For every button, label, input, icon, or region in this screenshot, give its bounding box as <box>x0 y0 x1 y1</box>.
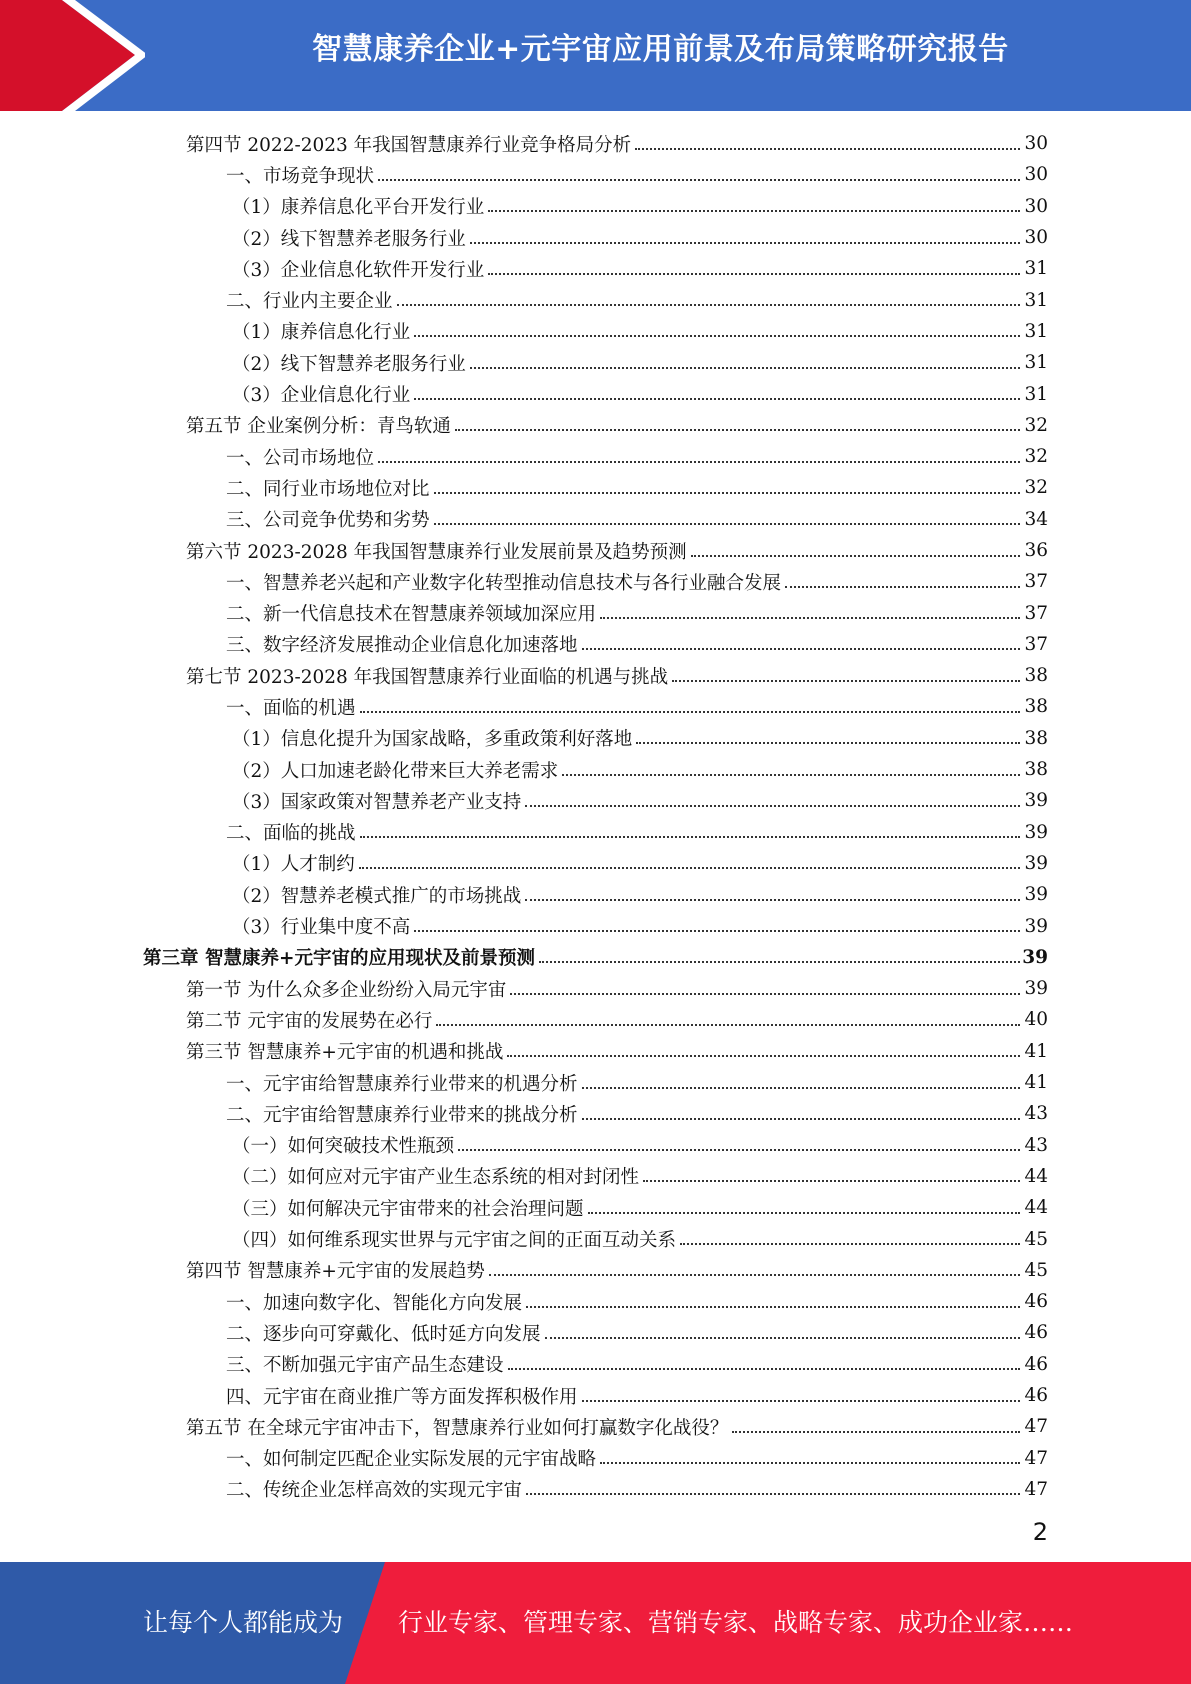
toc-entry-page: 30 <box>1024 195 1048 217</box>
page-number: 2 <box>1032 1518 1048 1546</box>
toc-entry-page: 31 <box>1024 320 1048 342</box>
toc-entry-page: 38 <box>1024 759 1048 781</box>
toc-entry[interactable] <box>0 1098 1191 1129</box>
toc-entry-page: 46 <box>1024 1322 1048 1344</box>
toc-entry[interactable] <box>0 1349 1191 1380</box>
toc-dot-leader <box>680 1243 1020 1245</box>
toc-entry-page: 30 <box>1024 164 1048 186</box>
toc-entry-title: 二、行业内主要企业 <box>226 287 397 313</box>
toc-entry[interactable] <box>0 378 1191 409</box>
toc-entry[interactable] <box>0 222 1191 253</box>
toc-entry-page: 30 <box>1024 227 1048 249</box>
toc-entry-title: 第七节 2023-2028 年我国智慧康养行业面临的机遇与挑战 <box>186 663 672 689</box>
toc-dot-leader <box>488 273 1020 275</box>
toc-entry-title: 二、面临的挑战 <box>226 819 360 845</box>
toc-entry-page: 37 <box>1024 633 1048 655</box>
toc-entry-title: （1）信息化提升为国家战略，多重政策利好落地 <box>232 725 636 751</box>
toc-dot-leader <box>508 1368 1020 1370</box>
toc-entry-title: 第三章 智慧康养+元宇宙的应用现状及前景预测 <box>143 944 539 970</box>
toc-entry-title: 第四节 2022-2023 年我国智慧康养行业竞争格局分析 <box>186 131 635 157</box>
page-footer <box>0 1562 1191 1684</box>
toc-entry-title: 第五节 在全球元宇宙冲击下，智慧康养行业如何打赢数字化战役？ <box>186 1414 732 1440</box>
toc-entry-title: 一、加速向数字化、智能化方向发展 <box>226 1289 526 1315</box>
red-arrow-icon <box>0 0 145 111</box>
toc-entry-title: （1）康养信息化行业 <box>232 318 414 344</box>
toc-dot-leader <box>582 1087 1020 1089</box>
toc-dot-leader <box>643 1180 1020 1182</box>
toc-entry[interactable] <box>0 754 1191 785</box>
toc-dot-leader <box>526 1306 1020 1308</box>
toc-entry[interactable] <box>0 1067 1191 1098</box>
toc-entry-page: 32 <box>1024 477 1048 499</box>
toc-dot-leader <box>414 930 1020 932</box>
toc-entry-title: （一）如何突破技术性瓶颈 <box>232 1132 458 1158</box>
toc-entry-page: 38 <box>1024 696 1048 718</box>
toc-entry-title: 一、如何制定匹配企业实际发展的元宇宙战略 <box>226 1445 600 1471</box>
toc-dot-leader <box>636 742 1020 744</box>
toc-entry[interactable] <box>0 284 1191 315</box>
toc-dot-leader <box>360 836 1020 838</box>
toc-entry-title: 第二节 元宇宙的发展势在必行 <box>186 1007 436 1033</box>
toc-entry-title: （2）智慧养老模式推广的市场挑战 <box>232 882 525 908</box>
toc-entry-title: 第四节 智慧康养+元宇宙的发展趋势 <box>186 1257 489 1283</box>
toc-entry[interactable] <box>0 879 1191 910</box>
toc-entry[interactable] <box>0 1161 1191 1192</box>
toc-entry-title: 一、面临的机遇 <box>226 694 360 720</box>
toc-entry-page: 37 <box>1024 571 1048 593</box>
toc-dot-leader <box>458 1149 1020 1151</box>
toc-entry[interactable] <box>0 1286 1191 1317</box>
report-title: 智慧康养企业+元宇宙应用前景及布局策略研究报告 <box>312 32 1009 67</box>
toc-dot-leader <box>436 1024 1020 1026</box>
toc-dot-leader <box>434 492 1020 494</box>
toc-dot-leader <box>470 242 1020 244</box>
toc-entry[interactable] <box>0 1004 1191 1035</box>
toc-entry-page: 46 <box>1024 1291 1048 1313</box>
toc-dot-leader <box>539 961 1020 963</box>
toc-entry[interactable] <box>0 691 1191 722</box>
toc-entry[interactable] <box>0 159 1191 190</box>
toc-dot-leader <box>525 805 1020 807</box>
toc-entry[interactable] <box>0 1411 1191 1442</box>
toc-dot-leader <box>526 1493 1020 1495</box>
toc-entry-title: 第六节 2023-2028 年我国智慧康养行业发展前景及趋势预测 <box>186 538 691 564</box>
toc-entry-page: 38 <box>1024 665 1048 687</box>
toc-entry[interactable] <box>0 128 1191 159</box>
toc-entry[interactable] <box>0 629 1191 660</box>
toc-entry[interactable] <box>0 942 1191 973</box>
toc-entry-title: （1）人才制约 <box>232 850 359 876</box>
toc-entry-page: 45 <box>1024 1228 1048 1250</box>
toc-entry-page: 39 <box>1024 821 1048 843</box>
toc-dot-leader <box>414 335 1020 337</box>
toc-dot-leader <box>359 867 1020 869</box>
toc-entry[interactable] <box>0 1036 1191 1067</box>
toc-dot-leader <box>397 304 1020 306</box>
toc-dot-leader <box>691 555 1020 557</box>
toc-entry-title: （2）线下智慧养老服务行业 <box>232 225 470 251</box>
toc-entry-title: 三、公司竞争优势和劣势 <box>226 506 434 532</box>
toc-dot-leader <box>488 210 1020 212</box>
toc-entry-page: 44 <box>1024 1165 1048 1187</box>
toc-entry[interactable] <box>0 597 1191 628</box>
toc-entry-title: 一、智慧养老兴起和产业数字化转型推动信息技术与各行业融合发展 <box>226 569 785 595</box>
toc-dot-leader <box>470 367 1020 369</box>
toc-entry-page: 40 <box>1024 1009 1048 1031</box>
toc-entry-page: 39 <box>1024 790 1048 812</box>
toc-dot-leader <box>434 523 1020 525</box>
toc-entry-title: 第一节 为什么众多企业纷纷入局元宇宙 <box>186 976 510 1002</box>
toc-entry-page: 36 <box>1024 540 1048 561</box>
toc-dot-leader <box>582 1118 1020 1120</box>
toc-entry-page: 39 <box>1022 946 1048 968</box>
toc-dot-leader <box>507 1055 1020 1057</box>
toc-entry-page: 44 <box>1024 1197 1048 1219</box>
toc-dot-leader <box>455 429 1020 431</box>
toc-entry-title: 三、数字经济发展推动企业信息化加速落地 <box>226 631 582 657</box>
toc-entry-title: （三）如何解决元宇宙带来的社会治理问题 <box>232 1195 588 1221</box>
toc-entry-title: （四）如何维系现实世界与元宇宙之间的正面互动关系 <box>232 1226 680 1252</box>
toc-entry-title: 二、逐步向可穿戴化、低时延方向发展 <box>226 1320 545 1346</box>
toc-entry-page: 47 <box>1024 1447 1048 1469</box>
toc-entry-page: 37 <box>1024 602 1048 624</box>
toc-dot-leader <box>525 899 1020 901</box>
toc-dot-leader <box>600 1462 1020 1464</box>
toc-entry-page: 43 <box>1024 1134 1048 1156</box>
toc-dot-leader <box>600 617 1020 619</box>
toc-dot-leader <box>545 1337 1020 1339</box>
toc-entry[interactable] <box>0 566 1191 597</box>
toc-entry[interactable] <box>0 1317 1191 1348</box>
toc-entry-title: 第三节 智慧康养+元宇宙的机遇和挑战 <box>186 1038 507 1064</box>
toc-entry[interactable] <box>0 1474 1191 1505</box>
toc-entry[interactable] <box>0 191 1191 222</box>
page-header <box>0 0 1191 111</box>
toc-entry-page: 47 <box>1024 1478 1048 1500</box>
toc-entry[interactable] <box>0 316 1191 347</box>
toc-entry-title: （2）人口加速老龄化带来巨大养老需求 <box>232 757 562 783</box>
toc-entry-title: 一、元宇宙给智慧康养行业带来的机遇分析 <box>226 1070 582 1096</box>
toc-entry-page: 39 <box>1024 884 1048 906</box>
toc-entry[interactable] <box>0 1380 1191 1411</box>
toc-entry[interactable] <box>0 1130 1191 1161</box>
toc-dot-leader <box>510 993 1020 995</box>
toc-entry-page: 46 <box>1024 1385 1048 1407</box>
toc-dot-leader <box>378 461 1020 463</box>
toc-entry-title: 二、元宇宙给智慧康养行业带来的挑战分析 <box>226 1101 582 1127</box>
toc-entry-page: 39 <box>1024 852 1048 874</box>
toc-entry[interactable] <box>0 441 1191 472</box>
toc-entry-title: 一、公司市场地位 <box>226 444 378 470</box>
toc-entry-title: 二、传统企业怎样高效的实现元宇宙 <box>226 1476 526 1502</box>
toc-entry-title: （1）康养信息化平台开发行业 <box>232 193 488 219</box>
toc-dot-leader <box>562 774 1020 776</box>
toc-entry-page: 39 <box>1024 978 1048 1000</box>
toc-entry[interactable] <box>0 504 1191 535</box>
toc-entry[interactable] <box>0 910 1191 941</box>
toc-entry-title: （二）如何应对元宇宙产业生态系统的相对封闭性 <box>232 1163 643 1189</box>
toc-entry[interactable] <box>0 1255 1191 1286</box>
toc-entry[interactable] <box>0 973 1191 1004</box>
toc-dot-leader <box>378 179 1020 181</box>
toc-entry-page: 39 <box>1024 915 1048 937</box>
toc-dot-leader <box>785 586 1020 588</box>
toc-entry[interactable] <box>0 535 1191 566</box>
footer-slogan-right: 行业专家、管理专家、营销专家、战略专家、成功企业家…… <box>398 1608 1074 1637</box>
toc-entry[interactable] <box>0 660 1191 691</box>
toc-entry[interactable] <box>0 1223 1191 1254</box>
toc-entry-page: 32 <box>1024 414 1048 436</box>
toc-entry-title: 三、不断加强元宇宙产品生态建设 <box>226 1351 508 1377</box>
toc-entry-page: 31 <box>1024 352 1048 374</box>
toc-entry-page: 45 <box>1024 1259 1048 1281</box>
toc-entry-page: 30 <box>1024 133 1048 155</box>
toc-entry[interactable] <box>0 253 1191 284</box>
toc-dot-leader <box>635 148 1020 150</box>
toc-entry-title: （3）企业信息化行业 <box>232 381 414 407</box>
toc-entry[interactable] <box>0 848 1191 879</box>
toc-entry-title: 四、元宇宙在商业推广等方面发挥积极作用 <box>226 1383 582 1409</box>
toc-dot-leader <box>414 398 1020 400</box>
toc-dot-leader <box>732 1431 1020 1433</box>
footer-slogan-left: 让每个人都能成为 <box>143 1608 344 1637</box>
toc-entry[interactable] <box>0 347 1191 378</box>
toc-entry-title: （3）行业集中度不高 <box>232 913 414 939</box>
toc-dot-leader <box>360 711 1020 713</box>
toc-entry-page: 41 <box>1024 1040 1048 1062</box>
toc-entry[interactable] <box>0 723 1191 754</box>
toc-dot-leader <box>672 680 1020 682</box>
toc-entry[interactable] <box>0 410 1191 441</box>
toc-entry-page: 31 <box>1024 383 1048 405</box>
toc-entry-page: 31 <box>1024 258 1048 280</box>
toc-dot-leader <box>489 1274 1020 1276</box>
toc-entry-title: 一、市场竞争现状 <box>226 162 378 188</box>
toc-entry[interactable] <box>0 785 1191 816</box>
toc-entry-title: （3）国家政策对智慧养老产业支持 <box>232 788 525 814</box>
toc-entry[interactable] <box>0 472 1191 503</box>
toc-entry-page: 31 <box>1024 289 1048 311</box>
toc-entry[interactable] <box>0 817 1191 848</box>
toc-entry-page: 34 <box>1024 508 1048 530</box>
toc-entry-title: 二、同行业市场地位对比 <box>226 475 434 501</box>
toc-entry-page: 38 <box>1024 727 1048 749</box>
toc-entry[interactable] <box>0 1192 1191 1223</box>
toc-entry-page: 46 <box>1024 1353 1048 1375</box>
toc-entry-title: 二、新一代信息技术在智慧康养领域加深应用 <box>226 600 600 626</box>
toc-entry-title: 第五节 企业案例分析：青鸟软通 <box>186 412 455 438</box>
toc-entry-page: 41 <box>1024 1072 1048 1094</box>
toc-entry[interactable] <box>0 1442 1191 1473</box>
toc-dot-leader <box>582 648 1020 650</box>
table-of-contents <box>0 128 1191 1505</box>
toc-dot-leader <box>582 1400 1020 1402</box>
toc-entry-title: （3）企业信息化软件开发行业 <box>232 256 488 282</box>
toc-entry-title: （2）线下智慧养老服务行业 <box>232 350 470 376</box>
toc-entry-page: 47 <box>1024 1416 1048 1438</box>
toc-entry-page: 43 <box>1024 1103 1048 1125</box>
toc-entry-page: 32 <box>1024 446 1048 468</box>
toc-dot-leader <box>588 1212 1020 1214</box>
